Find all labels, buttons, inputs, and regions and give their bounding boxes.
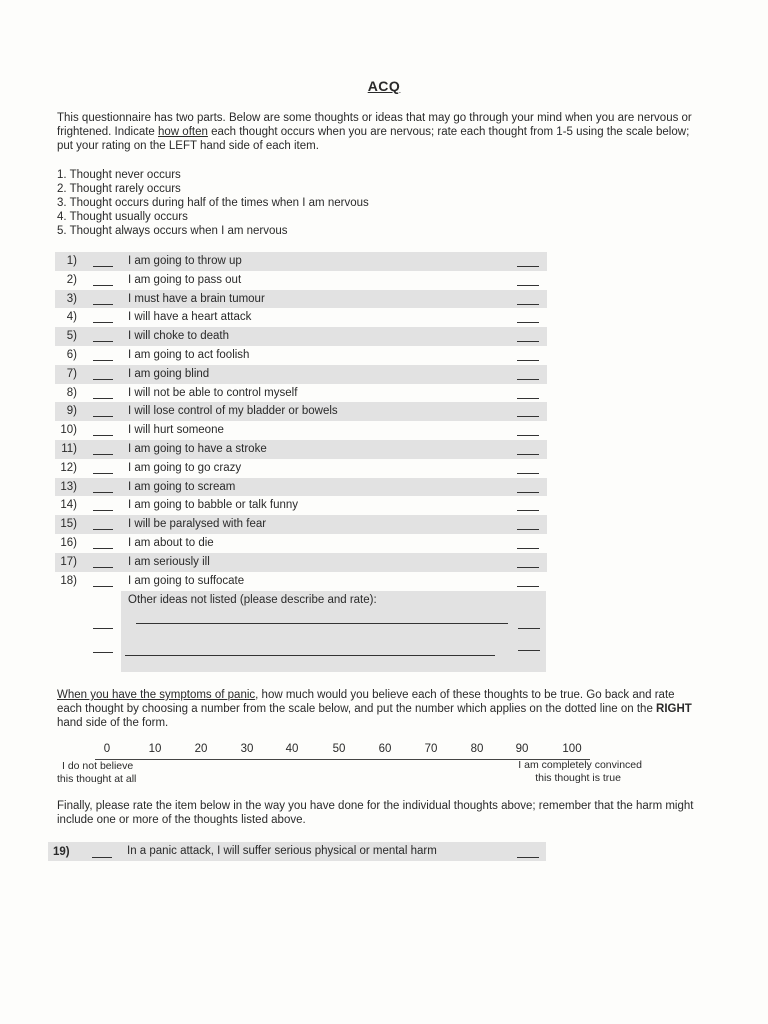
- left-label-line-1: I do not believe: [62, 760, 134, 772]
- item-text: I will have a heart attack: [128, 311, 252, 324]
- belief-rating-blank[interactable]: [517, 341, 539, 342]
- frequency-scale-item: 2. Thought rarely occurs: [57, 183, 181, 195]
- item-number: 11): [61, 442, 77, 455]
- scale-tick-label: 80: [470, 743, 484, 755]
- instructions-part-two: [57, 688, 697, 730]
- panic-text-start: , how much would you believe each of these thoughts to be true. Go back and rate each thought by choosing a number from the scale below, and put the number which applies on the dotted line on the: [57, 689, 675, 715]
- item-number: 1): [66, 255, 77, 267]
- item-row: [55, 271, 547, 290]
- belief-rating-blank[interactable]: [517, 416, 539, 417]
- item-text: I am going to babble or talk funny: [128, 499, 299, 512]
- final-instructions: Finally, please rate the item below in the way you have done for the individual thoughts above; remember that the harm might include one or more of the thoughts listed above.: [57, 800, 694, 826]
- frequency-rating-blank[interactable]: [93, 454, 113, 455]
- frequency-rating-blank[interactable]: [93, 435, 113, 436]
- item-text: I am going to have a stroke: [128, 442, 267, 455]
- item-number: 5): [66, 330, 77, 343]
- item-number: 8): [66, 386, 77, 399]
- frequency-rating-blank[interactable]: [93, 416, 113, 417]
- item-number: 17): [60, 555, 77, 568]
- item-text: I am going to act foolish: [128, 348, 250, 361]
- item-text: I will not be able to control myself: [128, 386, 298, 399]
- other-idea-2-frequency-blank[interactable]: [93, 652, 113, 653]
- item-row: [55, 478, 547, 497]
- scale-tick-label: 90: [515, 743, 529, 755]
- frequency-rating-blank[interactable]: [93, 567, 113, 568]
- other-idea-description-line-1[interactable]: [136, 623, 508, 624]
- belief-rating-blank[interactable]: [517, 529, 539, 530]
- frequency-rating-blank[interactable]: [93, 304, 113, 305]
- item-text: I will lose control of my bladder or bowels: [128, 405, 338, 418]
- item-row: [55, 384, 547, 403]
- item-text: I am going to scream: [128, 480, 236, 493]
- instructions-part-one: [57, 111, 697, 153]
- item-row: [55, 327, 547, 346]
- frequency-scale-list: [57, 168, 557, 238]
- left-label-line-2: this thought at all: [57, 773, 137, 785]
- frequency-rating-blank[interactable]: [93, 492, 113, 493]
- frequency-rating-blank[interactable]: [93, 341, 113, 342]
- intro-text-start: This questionnaire has two parts. Below are some thoughts or ideas that may go through your mind when you are nervous or frightened. Indicate: [57, 112, 692, 138]
- item-row: [55, 346, 547, 365]
- right-label-line-2: this thought is true: [535, 772, 621, 784]
- frequency-rating-blank[interactable]: [93, 586, 113, 587]
- item-row: [55, 290, 547, 309]
- item-number: 18): [60, 574, 77, 587]
- belief-rating-blank[interactable]: [517, 398, 539, 399]
- frequency-scale-item: 5. Thought always occurs when I am nervous: [57, 225, 288, 237]
- frequency-rating-blank[interactable]: [93, 529, 113, 530]
- frequency-rating-blank[interactable]: [93, 548, 113, 549]
- belief-rating-blank[interactable]: [517, 322, 539, 323]
- item-number: 15): [60, 518, 77, 531]
- scale-tick-label: 40: [285, 743, 299, 755]
- item-text: I will choke to death: [128, 330, 230, 343]
- frequency-rating-blank[interactable]: [93, 379, 113, 380]
- belief-scale: [95, 743, 590, 760]
- scale-tick-label: 50: [332, 743, 346, 755]
- item-row: [55, 572, 547, 591]
- frequency-rating-blank[interactable]: [93, 285, 113, 286]
- belief-rating-blank[interactable]: [517, 266, 539, 267]
- item-number: 19): [53, 846, 70, 858]
- item-text: I will hurt someone: [128, 424, 224, 437]
- item-text: I am going to pass out: [128, 273, 242, 286]
- other-idea-description-line-2[interactable]: [125, 655, 495, 656]
- scale-tick-label: 30: [240, 743, 254, 755]
- item-number: 16): [60, 536, 77, 549]
- belief-rating-blank[interactable]: [517, 454, 539, 455]
- belief-rating-blank[interactable]: [517, 567, 539, 568]
- page-title: ACQ: [367, 78, 401, 94]
- item-number: 9): [66, 405, 77, 418]
- item-number: 7): [66, 367, 77, 380]
- thought-items-list: [55, 252, 547, 590]
- item-number: 12): [60, 461, 77, 474]
- item-row: [55, 459, 547, 478]
- frequency-rating-blank[interactable]: [93, 360, 113, 361]
- frequency-rating-blank[interactable]: [92, 857, 112, 858]
- panic-underlined: When you have the symptoms of panic: [57, 689, 256, 701]
- scale-tick-label: 10: [148, 743, 162, 755]
- frequency-rating-blank[interactable]: [93, 510, 113, 511]
- item-row: [55, 308, 547, 327]
- item-text: I am going to suffocate: [128, 574, 245, 587]
- item-text: I am going to throw up: [128, 255, 242, 267]
- frequency-scale-item: 4. Thought usually occurs: [57, 211, 188, 223]
- other-idea-1-frequency-blank[interactable]: [93, 628, 113, 629]
- right-label-line-1: I am completely convinced: [518, 759, 642, 771]
- frequency-rating-blank[interactable]: [93, 473, 113, 474]
- item-text: I am seriously ill: [128, 555, 210, 568]
- intro-underlined: how often: [158, 126, 208, 138]
- item-row: [55, 440, 547, 459]
- other-idea-2-belief-blank[interactable]: [518, 650, 540, 651]
- belief-rating-blank[interactable]: [517, 473, 539, 474]
- frequency-rating-blank[interactable]: [93, 266, 113, 267]
- item-row: [55, 402, 547, 421]
- belief-rating-blank[interactable]: [517, 285, 539, 286]
- belief-rating-blank[interactable]: [517, 586, 539, 587]
- item-row: [55, 421, 547, 440]
- belief-rating-blank[interactable]: [517, 857, 539, 858]
- item-19-row: [48, 842, 546, 861]
- scale-tick-label: 0: [103, 743, 111, 755]
- item-text: I will be paralysed with fear: [128, 518, 267, 531]
- frequency-rating-blank[interactable]: [93, 398, 113, 399]
- other-ideas-box: [121, 591, 546, 672]
- item-row: [55, 496, 547, 515]
- belief-rating-blank[interactable]: [517, 304, 539, 305]
- item-number: 6): [66, 348, 77, 361]
- item-row: [55, 515, 547, 534]
- item-number: 3): [66, 292, 77, 305]
- intro-text-end: each thought occurs when you are nervous; rate each thought from 1-5 using the scale below; put your rating on the LEFT hand side of each item.: [57, 126, 690, 152]
- belief-rating-blank[interactable]: [517, 492, 539, 493]
- item-number: 4): [66, 311, 77, 324]
- item-row: [55, 365, 547, 384]
- belief-scale-left-label: [57, 760, 136, 786]
- item-number: 10): [60, 424, 77, 437]
- belief-scale-right-label: [512, 759, 642, 785]
- item-number: 13): [60, 480, 77, 493]
- item-row: [55, 534, 547, 553]
- item-text: In a panic attack, I will suffer serious physical or mental harm: [127, 845, 437, 857]
- frequency-rating-blank[interactable]: [93, 322, 113, 323]
- panic-text-end: hand side of the form.: [57, 717, 169, 729]
- item-text: I am going to go crazy: [128, 461, 242, 474]
- item-row: [55, 553, 547, 572]
- belief-rating-blank[interactable]: [517, 435, 539, 436]
- item-text: I am about to die: [128, 536, 214, 549]
- scale-tick-label: 20: [194, 743, 208, 755]
- frequency-scale-item: 1. Thought never occurs: [57, 169, 181, 181]
- other-ideas-label: Other ideas not listed (please describe and rate):: [128, 594, 377, 606]
- belief-rating-blank[interactable]: [517, 379, 539, 380]
- item-number: 14): [60, 499, 77, 512]
- item-row: [55, 252, 547, 271]
- belief-rating-blank[interactable]: [517, 360, 539, 361]
- belief-rating-blank[interactable]: [517, 510, 539, 511]
- frequency-scale-item: 3. Thought occurs during half of the times when I am nervous: [57, 197, 369, 209]
- scale-tick-label: 70: [424, 743, 438, 755]
- scale-tick-label: 60: [378, 743, 392, 755]
- panic-bold: RIGHT: [656, 703, 692, 715]
- belief-rating-blank[interactable]: [517, 548, 539, 549]
- item-text: I must have a brain tumour: [128, 292, 265, 305]
- item-number: 2): [66, 273, 77, 286]
- item-text: I am going blind: [128, 367, 210, 380]
- scale-tick-label: 100: [562, 743, 582, 755]
- other-idea-1-belief-blank[interactable]: [518, 628, 540, 629]
